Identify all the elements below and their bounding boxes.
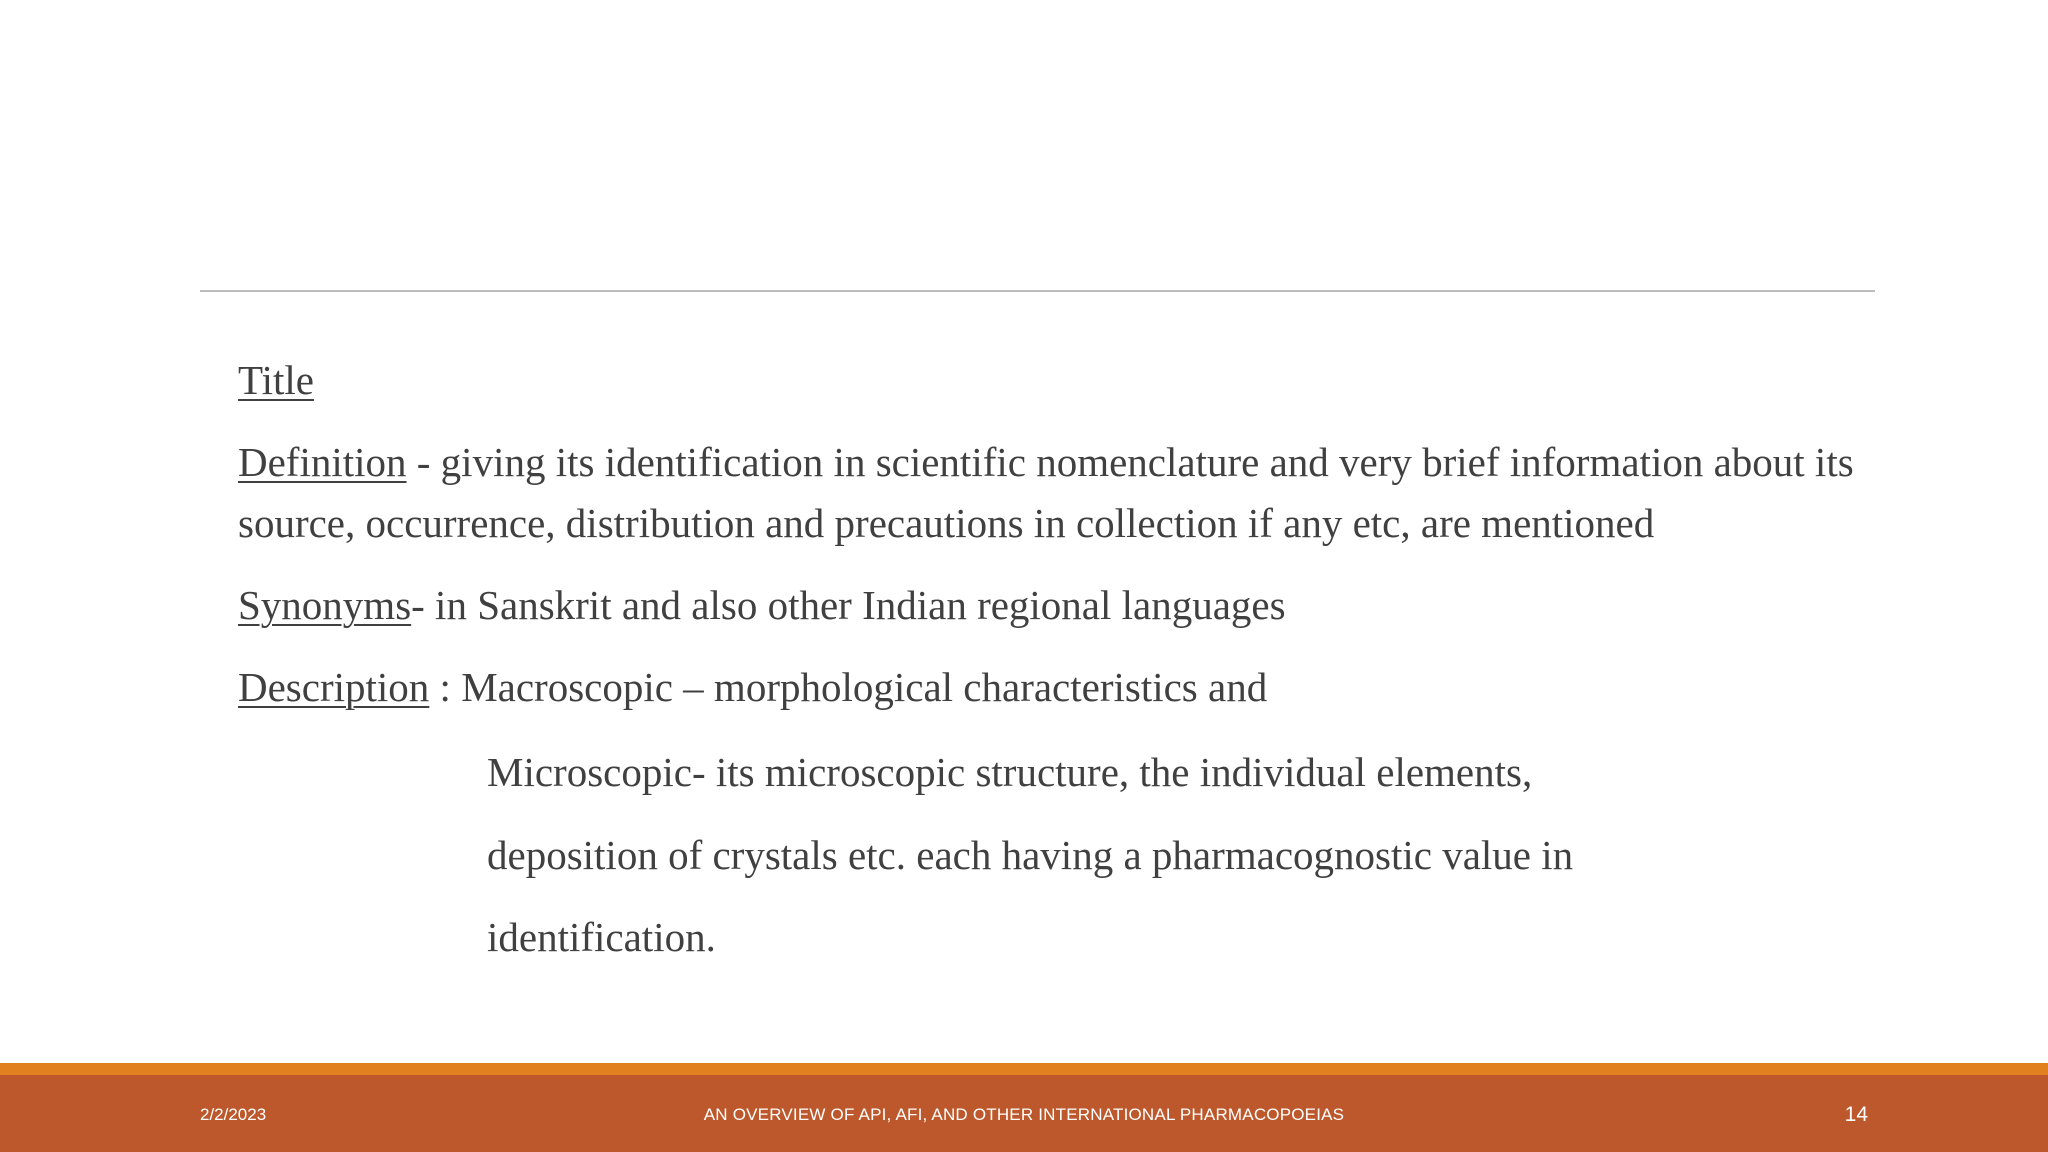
item-synonyms	[238, 575, 1878, 636]
term-definition: Definition	[238, 439, 407, 485]
footer-date: 2/2/2023	[200, 1105, 267, 1124]
description-crystals-line: deposition of crystals etc. each having a pharmacognostic value in	[487, 832, 1574, 878]
description-microscopic-line: Microscopic- its microscopic structure, the individual elements,	[487, 749, 1533, 795]
term-synonyms: Synonyms	[238, 582, 412, 628]
term-title: Title	[238, 357, 314, 403]
item-description	[238, 657, 1878, 718]
item-description-text: : Macroscopic – morphological characteristics and	[429, 664, 1268, 710]
item-definition-text: - giving its identification in scientific nomenclature and very brief information about its source, occurrence, distribution and precautions in collection if any etc, are mentioned	[238, 439, 1854, 546]
footer-title: AN OVERVIEW OF API, AFI, AND OTHER INTERNATIONAL PHARMACOPOEIAS	[703, 1105, 1345, 1124]
footer-accent-stripe	[0, 1063, 2048, 1075]
slide-title-area	[205, 150, 1865, 270]
item-definition	[238, 432, 1878, 554]
item-title	[238, 350, 1878, 411]
page-number: 14	[1844, 1103, 1868, 1126]
item-synonyms-text: - in Sanskrit and also other Indian regional languages	[411, 582, 1286, 628]
slide-body	[238, 350, 1878, 739]
term-description: Description	[238, 664, 430, 710]
title-divider	[200, 290, 1875, 292]
description-identification-line: identification.	[487, 914, 716, 960]
footer-bar	[0, 1075, 2048, 1152]
